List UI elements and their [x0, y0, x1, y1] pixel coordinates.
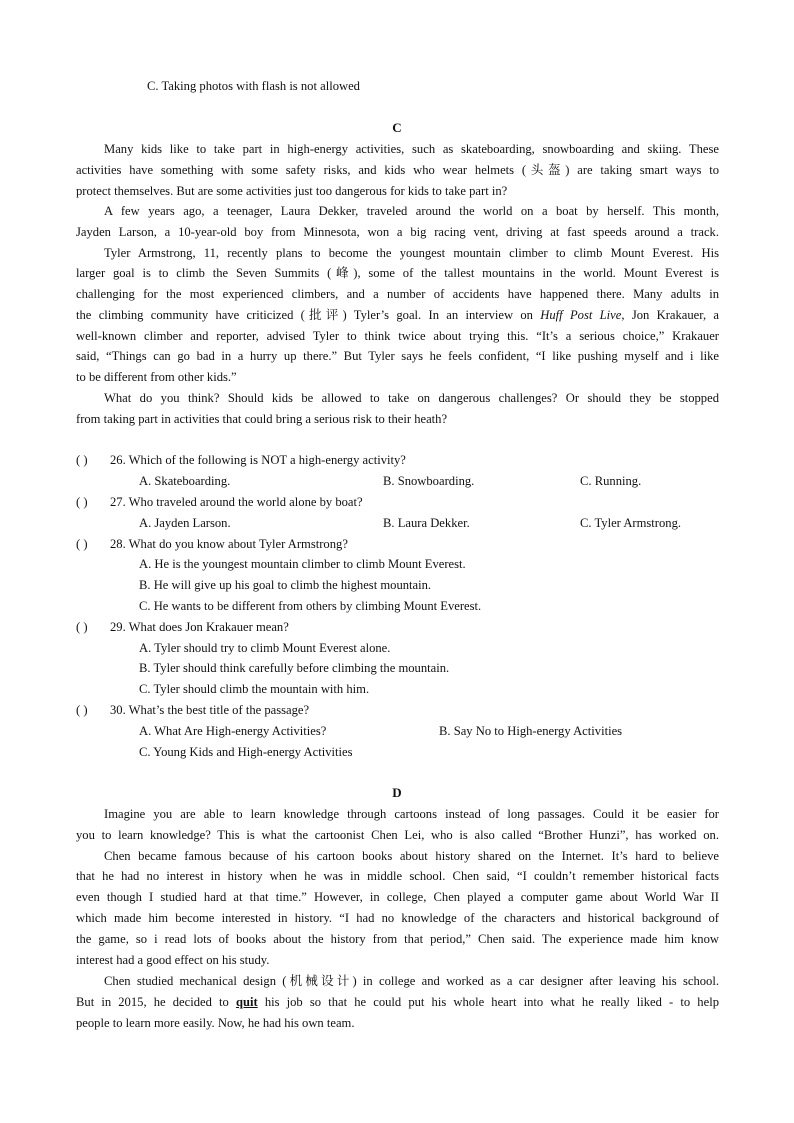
option: C. Young Kids and High-energy Activities: [139, 745, 353, 759]
question-28: [76, 536, 348, 552]
option: B. Say No to High-energy Activities: [439, 724, 623, 738]
option: C. He wants to be different from others by climbing Mount Everest.: [139, 599, 482, 613]
passage-c-line: [76, 307, 719, 323]
option: A. Jayden Larson.: [139, 516, 231, 530]
question-30: [76, 702, 309, 718]
passage-c-line: protect themselves. But are some activities just too dangerous for kids to take part in?: [76, 184, 508, 198]
answer-blank[interactable]: ( ): [76, 537, 88, 551]
passage-c-line: to be different from other kids.”: [76, 370, 237, 384]
passage-c-line: well-known climber and reporter, advised Tyler to think twice about trying this. “It’s a serious choice,” Krakauer: [76, 329, 719, 343]
passage-c-line: said, “Things can go bad in a hurry up there.” But Tyler says he feels confident, “I like pushing myself and i like: [76, 349, 719, 363]
option: C. Running.: [580, 474, 642, 488]
option: B. Tyler should think carefully before climbing the mountain.: [139, 661, 450, 675]
question-stem: 26. Which of the following is NOT a high-energy activity?: [110, 453, 406, 467]
option: B. Snowboarding.: [383, 474, 475, 488]
answer-blank[interactable]: ( ): [76, 620, 88, 634]
passage-c-line: from taking part in activities that could bring a serious risk to their heath?: [76, 412, 448, 426]
passage-d-line: Chen became famous because of his cartoon books about history shared on the Internet. It’s hard to believe: [104, 849, 719, 863]
keyword-quit: quit: [235, 995, 258, 1009]
answer-blank[interactable]: ( ): [76, 453, 88, 467]
passage-d-line: interest had a good effect on his study.: [76, 953, 270, 967]
passage-c-line: activities have something with some safety risks, and kids who wear helmets (头盔) are taking smart ways to: [76, 163, 719, 177]
question-stem: 29. What does Jon Krakauer mean?: [110, 620, 289, 634]
passage-d-line: you to learn knowledge? This is what the cartoonist Chen Lei, who is also called “Brother Hunzi”, has worked on.: [76, 828, 719, 842]
passage-c-line: Tyler Armstrong, 11, recently plans to become the youngest mountain climber to climb Mount Everest. His: [104, 246, 719, 260]
answer-blank[interactable]: ( ): [76, 495, 88, 509]
passage-d-line: Imagine you are able to learn knowledge through cartoons instead of long passages. Could it be easier for: [104, 807, 719, 821]
question-stem: 27. Who traveled around the world alone by boat?: [110, 495, 363, 509]
answer-blank[interactable]: ( ): [76, 703, 88, 717]
passage-d-line: that he had no interest in history when he was in middle school. Chen said, “I couldn’t remember historical facts: [76, 869, 719, 883]
passage-c-line: challenging for the most experienced climbers, and a number of accidents have happened there. Many adults in: [76, 287, 719, 301]
question-stem: 30. What’s the best title of the passage?: [110, 703, 310, 717]
option: A. He is the youngest mountain climber to climb Mount Everest.: [139, 557, 466, 571]
passage-c-line: Many kids like to take part in high-energy activities, such as skateboarding, snowboarding and skiing. These: [104, 142, 719, 156]
previous-question-option: C. Taking photos with flash is not allowed: [147, 79, 360, 93]
option: A. Tyler should try to climb Mount Everest alone.: [139, 641, 391, 655]
passage-c-line: What do you think? Should kids be allowed to take on dangerous challenges? Or should they be stopped: [104, 391, 719, 405]
passage-d-line: even though I studied hard at that time.” However, in college, Chen played a computer game about World War II: [76, 890, 719, 904]
line-text: But in 2015, he decided to: [76, 995, 229, 1009]
passage-d-line: the game, so i read lots of books about the history from that period,” Chen said. The experience made him know: [76, 932, 719, 946]
line-text: the climbing community have criticized (批评) Tyler’s goal. In an interview on: [76, 308, 533, 322]
question-27: [76, 494, 363, 510]
passage-c-line: larger goal is to climb the Seven Summits (峰), some of the tallest mountains in the world. Mount Everest is: [76, 266, 719, 280]
section-d-heading: D: [392, 785, 402, 800]
option: B. Laura Dekker.: [383, 516, 470, 530]
option: C. Tyler should climb the mountain with him.: [139, 682, 370, 696]
option: A. What Are High-energy Activities?: [139, 724, 327, 738]
question-26: [76, 452, 406, 468]
passage-d-line: people to learn more easily. Now, he had his own team.: [76, 1016, 355, 1030]
passage-d-line: [76, 994, 719, 1010]
option: B. He will give up his goal to climb the highest mountain.: [139, 578, 432, 592]
line-text: his job so that he could put his whole heart into what he really liked - to help: [264, 995, 719, 1009]
question-stem: 28. What do you know about Tyler Armstrong?: [110, 537, 348, 551]
passage-d-line: Chen studied mechanical design (机械设计) in college and worked as a car designer after leaving his school.: [104, 974, 719, 988]
section-c-heading: C: [392, 120, 402, 135]
option: C. Tyler Armstrong.: [580, 516, 682, 530]
question-29: [76, 619, 289, 635]
show-name: Huff Post Live: [540, 308, 622, 322]
line-text: , Jon Krakauer, a: [621, 308, 720, 322]
passage-c-line: A few years ago, a teenager, Laura Dekker, traveled around the world on a boat by herself. This month,: [104, 204, 719, 218]
option: A. Skateboarding.: [139, 474, 231, 488]
passage-c-line: Jayden Larson, a 10-year-old boy from Minnesota, won a big racing vent, driving at fast speeds around a track.: [76, 225, 719, 239]
passage-d-line: which made him become interested in history. “I had no knowledge of the characters and historical background of: [76, 911, 719, 925]
